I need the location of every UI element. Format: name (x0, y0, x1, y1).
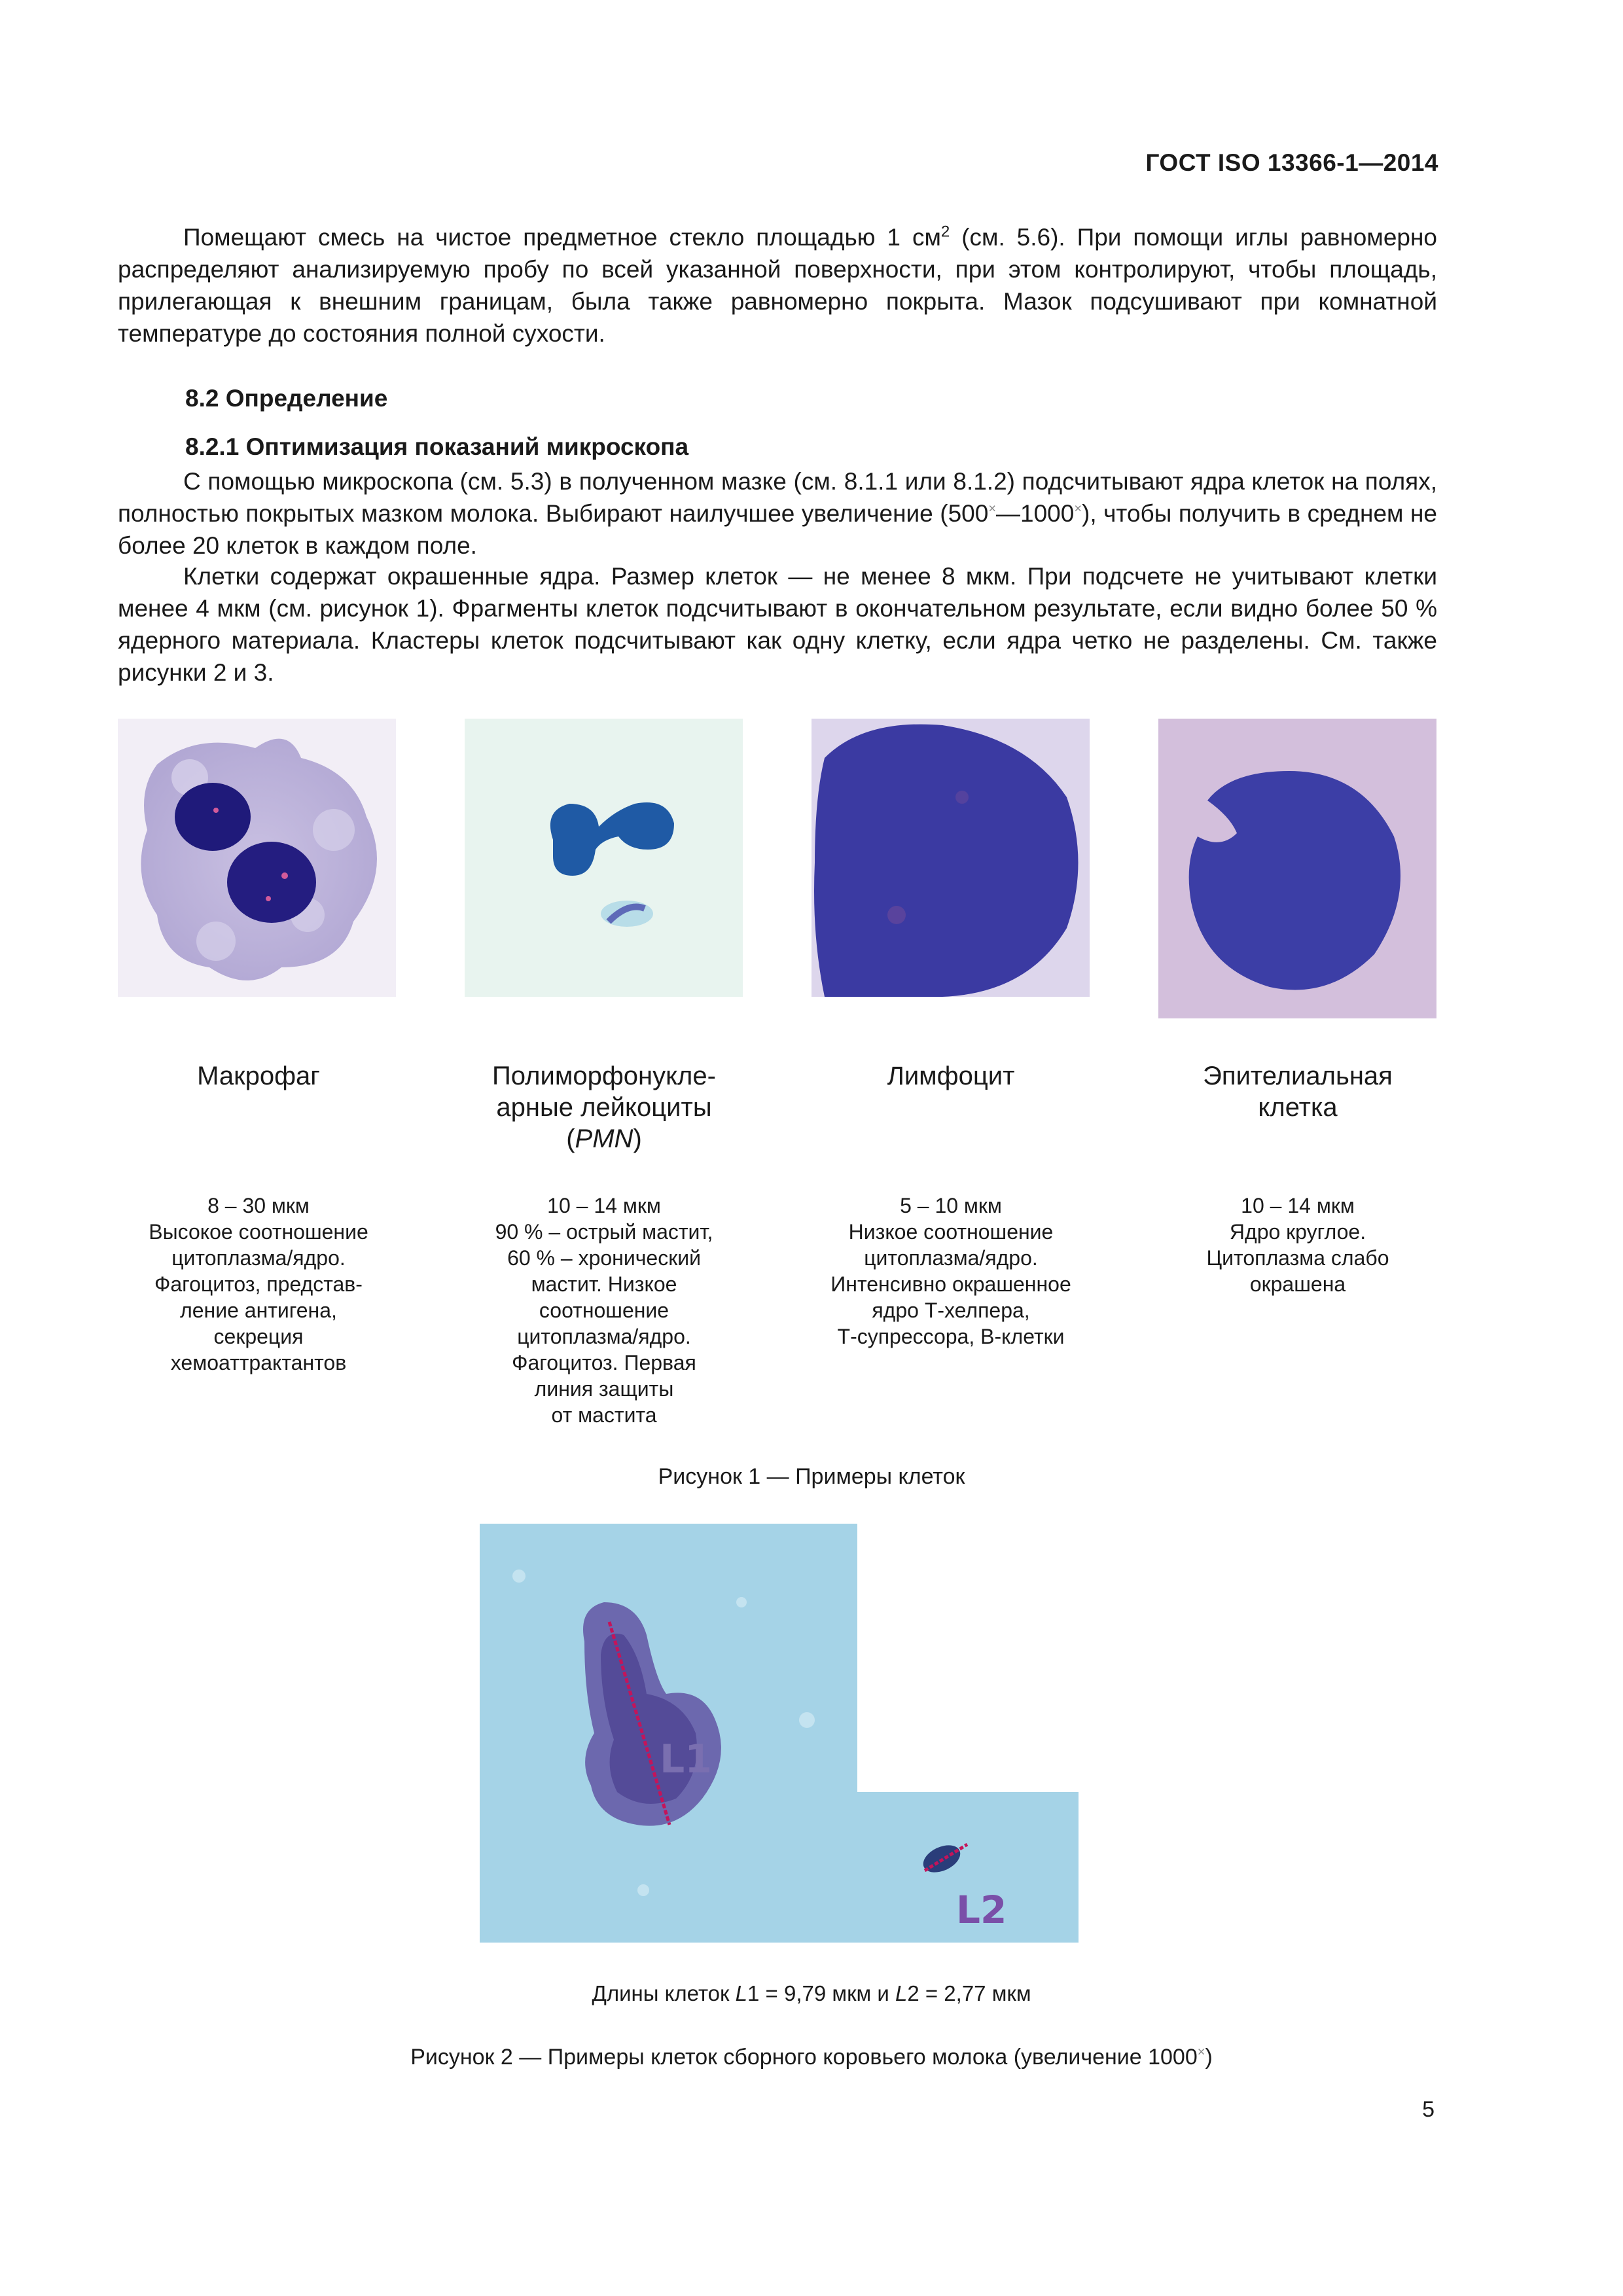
cell-desc-epithelial: 10 – 14 мкм Ядро круглое. Цитоплазма слабо окрашена (1206, 1194, 1389, 1296)
page-number: 5 (1422, 2097, 1435, 2122)
label-l1: L1 (660, 1736, 712, 1782)
subsection-title: 8.2.1 Оптимизация показаний микроскопа (185, 433, 689, 460)
figure2-caption: Рисунок 2 — Примеры клеток сборного коровьего молока (увеличение 1000×) (410, 2045, 1213, 2070)
cell-desc-lymphocyte: 5 – 10 мкм Низкое соотношение цитоплазма/ядро. Интенсивно окрашенное ядро Т-хелпера, Т-супрессора, В-клетки (830, 1194, 1071, 1348)
figure2-cell-lengths: Длины клеток L1 = 9,79 мкм и L2 = 2,77 мкм (592, 1981, 1031, 2005)
document-standard-number: ГОСТ ISO 13366-1—2014 (1145, 149, 1438, 176)
lymphocyte-image (812, 719, 1090, 997)
paragraph-smear-preparation: Помещают смесь на чистое предметное стекло площадью 1 $см^2$ (см. 5.6). При помощи иглы равномерно распределяют анализируемую пробу по всей указанной поверхности, при этом контролируют, чтобы площадь, прилегающая к внешним границам, была также равномерно покрыта. Мазок подсушивают при комнатной температуре до состояния полной сухости. (118, 223, 1437, 347)
cell-name-epithelial: Эпителиальная клетка (1203, 1062, 1393, 1122)
paragraph-cell-criteria: Клетки содержат окрашенные ядра. Размер клеток — не менее 8 мкм. При подсчете не учитывают клетки менее 4 мкм (см. рисунок 1). Фрагменты клеток подсчитывают в окончательном результате, если видно более 50 % ядерного материала. Кластеры клеток подсчитывают как одну клетку, если ядра четко не разделены. См. также рисунки 2 и 3. (118, 563, 1437, 686)
figure1-caption: Рисунок 1 — Примеры клеток (658, 1464, 965, 1489)
epithelial-cell-image (1158, 719, 1436, 1018)
cell-name-pmn: Полиморфонукле- арные лейкоциты (PMN) (492, 1062, 716, 1153)
section-title: 8.2 Определение (185, 385, 388, 412)
cell-desc-macrophage: 8 – 30 мкм Высокое соотношение цитоплазма/ядро. Фагоцитоз, представ- ление антигена, секреция хемоаттрактантов (149, 1194, 368, 1374)
paragraph-microscope-counting: С помощью микроскопа (см. 5.3) в полученном мазке (см. 8.1.1 или 8.1.2) подсчитывают ядра клеток на полях, полностью покрытых мазком молока. Выбирают наилучшее увеличение (500×—1000×), чтобы получить в среднем не более 20 клеток в каждом поле. (118, 468, 1437, 559)
cell-desc-pmn: 10 – 14 мкм 90 % – острый мастит, 60 % – хронический мастит. Низкое соотношение цитоплазма/ядро. Фагоцитоз. Первая линия защиты от мастита (495, 1194, 713, 1427)
pmn-leukocyte-image (465, 719, 743, 997)
label-l2: L2 (956, 1888, 1007, 1932)
macrophage-image (118, 719, 396, 997)
figure2-milk-cells-image (480, 1524, 1079, 1943)
cell-name-macrophage: Макрофаг (197, 1062, 320, 1090)
cell-name-lymphocyte: Лимфоцит (887, 1062, 1015, 1090)
